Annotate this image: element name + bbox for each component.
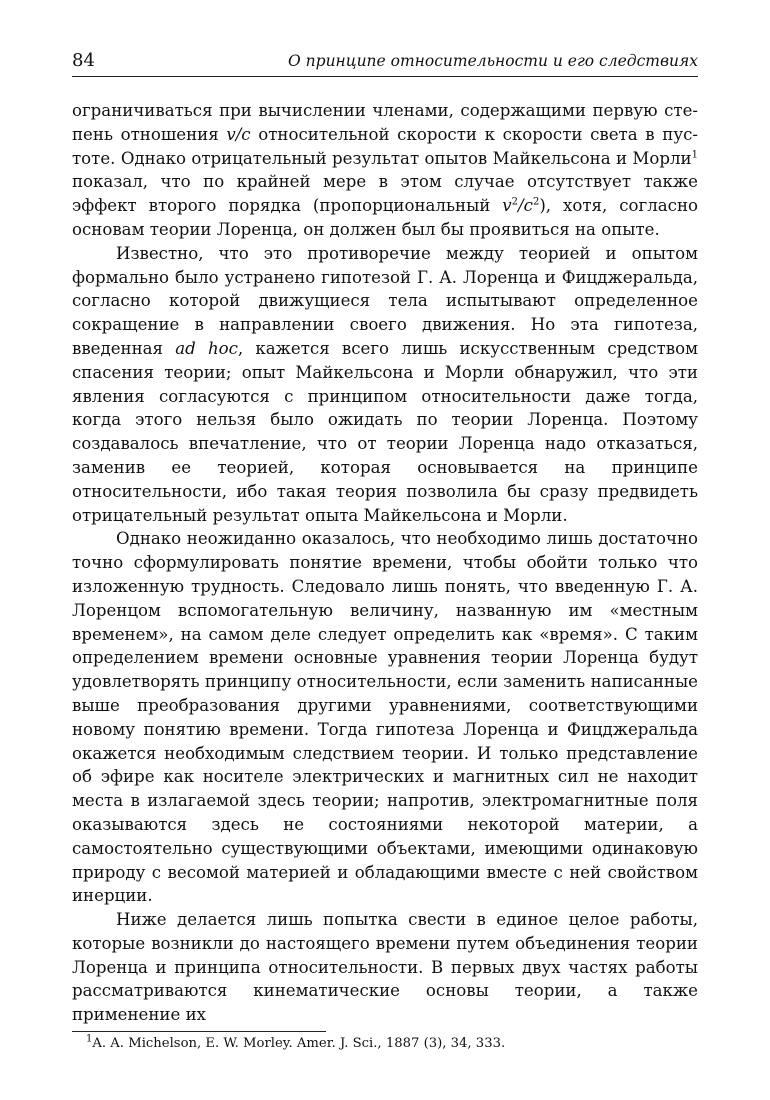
footnote-ref[interactable]: 1 <box>691 149 698 161</box>
math-var: /c <box>518 196 533 216</box>
text-run: показал, что по крайней мере в этом случае отсутствует также эффект второго порядка (пропорциональный <box>72 172 698 216</box>
paragraph-4: Ниже делается лишь попытка свести в единое целое работы, которые возникли до настоящего времени путем объединения теории Лоренца и принципа относительности. В первых двух частях работы рассматриваются кинематические основы теории, а также применение их <box>72 910 698 1025</box>
latin-ad-hoc: ad hoc <box>175 338 238 358</box>
running-header <box>72 50 698 77</box>
text-run: Известно, что это противоречие между теорией и опытом формально было устранено гипотезой Г. А. Лоренца и Фицджеральда, согласно которой движущиеся тела испытывают определенное сокращение в направлении своего движения. Но эта гипотеза, введенная <box>72 243 698 358</box>
text-run: ограничиваться при вычислении членами, содержащими первую степень отношения <box>72 101 698 144</box>
main-text <box>72 99 698 1027</box>
math-v-over-c: v/c <box>226 124 251 144</box>
paragraph-1 <box>72 99 698 242</box>
running-title: О принципе относительности и его следствиях <box>288 52 698 70</box>
paragraph-2 <box>72 242 698 528</box>
paragraph-3: Однако неожиданно оказалось, что необходимо лишь достаточно точно сформулировать понятие времени, чтобы обойти только что изложенную трудность. Следовало лишь понять, что введенную Г. А. Лоренцом вспомогательную величину, названную им «местным временем», на самом деле следует определить как «время». С таким определением времени основные уравнения теории Лоренца будут удовлетворять принципу относительности, если заменить написанные выше преобразования другими уравнениями, соответствующими новому понятию времени. Тогда гипотеза Лоренца и Фицджеральда окажется необходимым следствием теории. И только представление об эфире как носителе электрических и магнитных сил не находит места в излагаемой здесь теории; напротив, электромагнитные поля оказываются здесь не состояниями некоторой материи, а самостоятельно существующими объектами, имеющими одинаковую природу с весомой материей и обладающими вместе с ней свойством инерции. <box>72 529 698 906</box>
math-var: v <box>502 196 512 216</box>
text-run: , кажется всего лишь искусственным средством спасения теории; опыт Майкельсона и Морли обнаружил, что эти явления согласуются с принципом относительности даже тогда, когда этого нельзя было ожидать по теории Лоренца. Поэтому создавалось впечатление, что от теории Лоренца надо отказаться, заменив ее теорией, которая основывается на принципе относительности, ибо такая теория позволила бы сразу предвидеть отрицательный результат опыта Майкельсона и Морли. <box>72 338 698 525</box>
page-number: 84 <box>72 50 95 71</box>
footnote-mark: 1 <box>86 1033 93 1045</box>
math-v2-over-c2 <box>502 196 539 215</box>
footnote-text: A. A. Michelson, E. W. Morley. Amer. J. Sci., 1887 (3), 34, 333. <box>92 1036 506 1052</box>
footnote-rule <box>72 1031 326 1032</box>
math-exponent: 2 <box>511 196 519 208</box>
math-exponent: 2 <box>532 196 540 208</box>
footnote-1 <box>72 1034 698 1053</box>
text-run: ), хотя, согласно основам теории Лоренца, он должен был бы проявиться на опыте. <box>72 196 698 239</box>
text-run: относительной скорости к скорости света в пустоте. Однако отрицательный результат опытов Майкельсона и Морли <box>72 124 698 168</box>
page <box>72 50 698 1053</box>
